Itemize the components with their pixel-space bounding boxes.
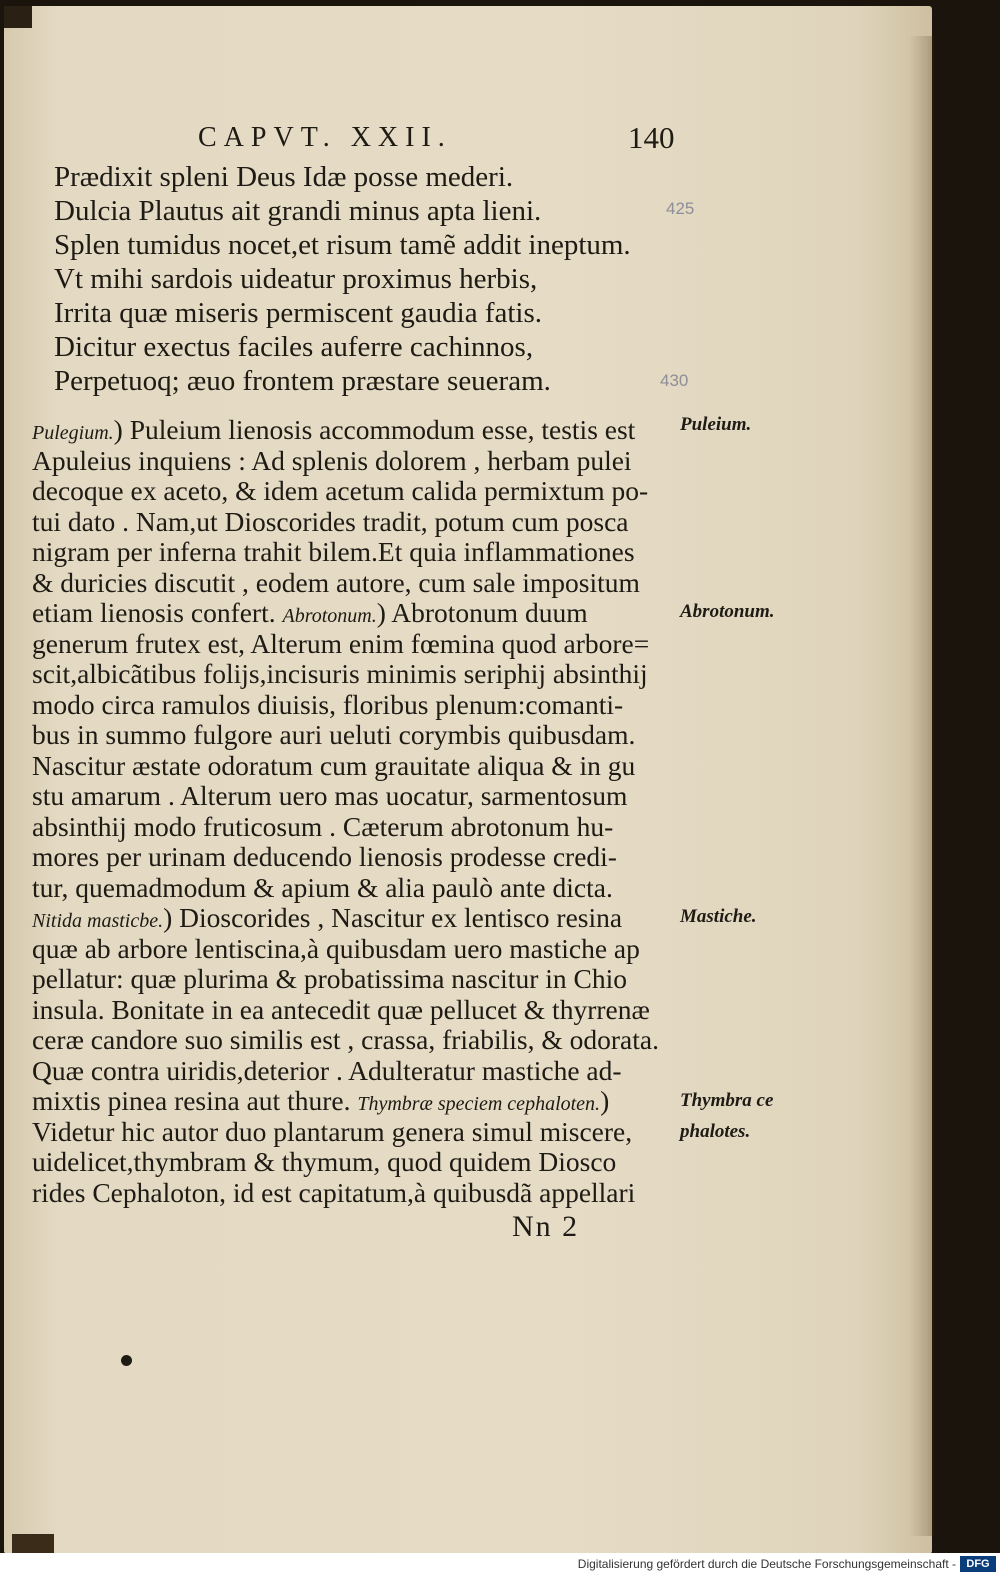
verse-line: Splen tumidus nocet,et risum tamẽ addit ineptum. [54,229,631,261]
page-edge-shadow [909,36,934,1536]
line-number-425: 425 [666,199,695,218]
page-header [158,118,698,158]
line-number-430: 430 [660,371,689,390]
text-line: Videtur hic autor duo plantarum genera simul miscere, [32,1115,633,1147]
text-line: generum frutex est, Alterum enim fœmina quod arbore= [32,627,650,659]
verse-line: Perpetuoq; æuo frontem præstare seueram. [54,365,551,397]
page-number: 140 [628,120,675,155]
text-span: mixtis pinea resina aut thure. [32,1085,351,1116]
text-line: decoque ex aceto, & idem acetum calida permixtum po- [32,475,649,506]
verse-line: Dulcia Plautus ait grandi minus apta lieni. [54,195,542,227]
margin-note-puleium: Puleium. [680,414,752,435]
text-line [32,1086,682,1117]
signature-mark: Nn 2 [512,1210,580,1243]
lemma: Thymbræ speciem cephaloten. [357,1093,601,1115]
verse-line: Vt mihi sardois uideatur proximus herbis, [54,263,538,295]
dfg-logo: DFG [960,1556,996,1572]
text-line: Quæ contra uiridis,deterior . Adulteratur mastiche ad- [32,1054,622,1086]
lemma: Abrotonum. [282,605,377,627]
text-line: mores per urinam deducendo lienosis prodesse credi- [32,841,617,872]
verse-line: Prædixit spleni Deus Idæ posse mederi. [54,161,514,193]
page-corner-top-left [4,6,32,28]
text-line: bus in summo fulgore auri ueluti corymbis quibusdam. [32,719,636,750]
text-line: nigram per inferna trahit bilem.Et quia inflammationes [32,536,635,567]
margin-note-mastiche: Mastiche. [680,906,757,927]
lemma: Nitida masticbe. [32,910,164,932]
text-line: absinthij modo fruticosum . Cæterum abrotonum hu- [32,810,614,842]
running-title: CAPVT. XXII. [198,122,452,153]
margin-note-thymbra: Thymbra ce [680,1090,774,1111]
verse-block [54,160,694,398]
margin-note-abrotonum: Abrotonum. [680,601,775,622]
margin-note-thymbra-cont: phalotes. [680,1121,751,1142]
text-line: pellatur: quæ plurima & probatissima nascitur in Chio [32,963,627,994]
text-span: ) [600,1085,610,1116]
lemma: Pulegium. [32,422,114,444]
text-span: etiam lienosis confert. [32,597,276,628]
commentary-text [32,415,682,1208]
text-line: stu amarum . Alterum uero mas uocatur, sarmentosum [32,780,628,811]
text-span: ) Puleium lienosis accommodum esse, testis est [113,414,636,445]
text-line [32,903,682,934]
text-line: & duricies discutit , eodem autore, cum sale impositum [32,566,640,598]
text-line: insula. Bonitate in ea antecedit quæ pellucet & thyrrenæ [32,993,650,1025]
text-line: scit,albicãtibus folijs,incisuris minimis seriphij absinthij [32,658,648,689]
text-line: ceræ candore suo similis est , crassa, friabilis, & odorata. [32,1024,659,1055]
text-line: quæ ab arbore lentiscina,à quibusdam uero mastiche ap [32,932,640,964]
ink-dot [121,1355,132,1366]
text-line: uidelicet,thymbram & thymum, quod quidem Diosco [32,1146,617,1177]
digitization-footer [0,1553,1000,1577]
text-line: Apuleius inquiens : Ad splenis dolorem , herbam pulei [32,444,632,476]
verse-line: Dicitur exectus faciles auferre cachinnos, [54,331,534,363]
text-span: ) Dioscorides , Nascitur ex lentisco resina [163,902,623,933]
text-line [32,598,682,629]
footer-credit: Digitalisierung gefördert durch die Deutsche Forschungsgemeinschaft - [577,1557,956,1571]
text-line: rides Cephaloton, id est capitatum,à quibusdã appellari [32,1176,636,1208]
text-line: tur, quemadmodum & apium & alia paulò ante dicta. [32,871,613,903]
text-line: Nascitur æstate odoratum cum grauitate aliqua & in gu [32,749,636,781]
verse-line: Irrita quæ miseris permiscent gaudia fatis. [54,297,543,329]
text-line: modo circa ramulos diuisis, floribus plenum:comanti- [32,688,624,720]
text-line [32,415,682,446]
text-span: ) Abrotonum duum [376,597,588,628]
text-line: tui dato . Nam,ut Dioscorides tradit, potum cum posca [32,505,629,537]
